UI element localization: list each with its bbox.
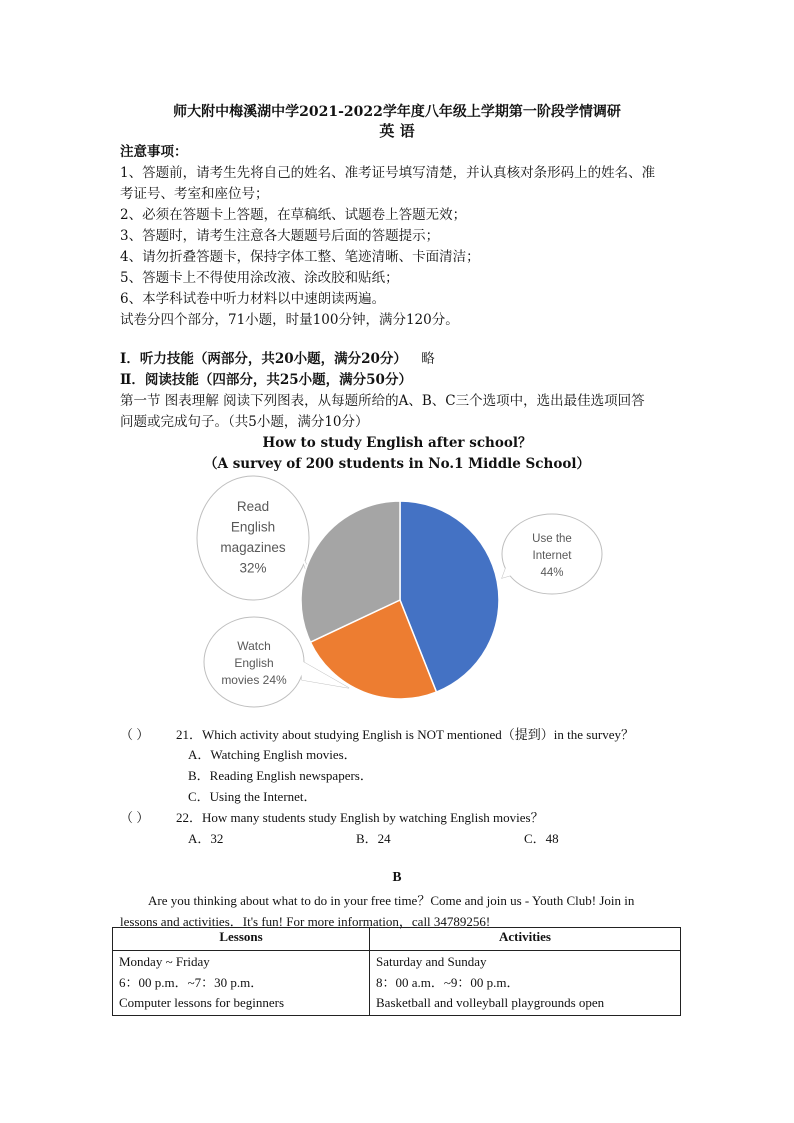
section-b-intro: lessons and activities．It's fun! For more information，call 34789256! bbox=[120, 914, 491, 929]
q21-option-c: C．Using the Internet． bbox=[188, 789, 317, 804]
table-row bbox=[113, 951, 681, 1016]
callout-label: Watch bbox=[237, 639, 271, 653]
note-line: 考证号、考室和座位号； bbox=[120, 186, 269, 202]
q22-option-b: B．24 bbox=[356, 831, 391, 846]
notes-summary: 试卷分四个部分，71小题，时量100分钟，满分120分。 bbox=[120, 312, 459, 328]
callout-label: English bbox=[234, 656, 274, 670]
activities-cell bbox=[370, 951, 681, 1016]
note-line: 2、必须在答题卡上答题，在草稿纸、试题卷上答题无效； bbox=[120, 207, 467, 223]
header-lessons: Lessons bbox=[113, 928, 370, 951]
pie-chart bbox=[0, 470, 794, 710]
chart-subtitle: （A survey of 200 students in No.1 Middle School） bbox=[204, 456, 590, 472]
note-line: 5、答题卡上不得使用涂改液、涂改胶和贴纸； bbox=[120, 270, 399, 286]
callout-label: movies 24% bbox=[221, 673, 287, 687]
table-header-row bbox=[113, 928, 681, 951]
activities-days: Saturday and Sunday bbox=[376, 954, 487, 969]
part2-instruction: 问题或完成句子。（共5小题，满分10分） bbox=[120, 414, 369, 430]
exam-title: 师大附中梅溪湖中学2021-2022学年度八年级上学期第一阶段学情调研 bbox=[173, 104, 621, 120]
q22-option-c: C．48 bbox=[524, 831, 559, 846]
activities-desc: Basketball and volleyball playgrounds open bbox=[376, 995, 605, 1010]
q21-answer-blank[interactable]: （ ） bbox=[120, 727, 150, 742]
note-line: 4、请勿折叠答题卡，保持字体工整、笔迹清晰、卡面清洁； bbox=[120, 249, 480, 265]
header-activities: Activities bbox=[370, 928, 681, 951]
callout-label: 44% bbox=[540, 567, 564, 579]
callout-label: Read bbox=[236, 499, 270, 514]
lessons-cell bbox=[113, 951, 370, 1016]
callout-label: magazines bbox=[220, 540, 286, 555]
callout-label: Internet bbox=[532, 550, 572, 562]
q22-option-a: A．32 bbox=[188, 831, 224, 846]
schedule-table bbox=[112, 927, 681, 1016]
callout-label: Use the bbox=[532, 533, 572, 545]
q21-option-b: B．Reading English newspapers． bbox=[188, 768, 373, 783]
chart-title: How to study English after school？ bbox=[262, 435, 532, 451]
section-b-intro: Are you thinking about what to do in your free time？Come and join us - Youth Club! Join in bbox=[148, 893, 635, 908]
callout-label: English bbox=[230, 519, 276, 535]
part1-title: I．听力技能（两部分，共20小题，满分20分） bbox=[120, 351, 407, 367]
q21-stem: 21．Which activity about studying English is NOT mentioned（提到）in the survey？ bbox=[176, 727, 634, 742]
note-line: 3、答题时，请考生注意各大题题号后面的答题提示； bbox=[120, 228, 440, 244]
callout-label: 32% bbox=[239, 560, 267, 576]
part1-heading bbox=[120, 347, 680, 367]
activities-time: 8：00 a.m．~9：00 p.m． bbox=[376, 974, 520, 990]
callout-bubble bbox=[197, 476, 309, 600]
section-b-label: B bbox=[392, 869, 402, 884]
note-line: 6、本学科试卷中听力材料以中速朗读两遍。 bbox=[120, 291, 386, 307]
lessons-time: 6：00 p.m．~7：30 p.m． bbox=[119, 974, 264, 990]
note-line: 1、答题前，请考生先将自己的姓名、准考证号填写清楚，并认真核对条形码上的姓名、准 bbox=[120, 165, 656, 181]
part2-heading: Ⅱ．阅读技能（四部分，共25小题，满分50分） bbox=[120, 372, 412, 388]
notes-heading: 注意事项： bbox=[120, 144, 188, 160]
q22-stem: 22．How many students study English by watching English movies？ bbox=[176, 810, 544, 825]
part1-omitted: 略 bbox=[421, 351, 435, 367]
part2-instruction: 第一节 图表理解 阅读下列图表，从每题所给的A、B、C三个选项中，选出最佳选项回答 bbox=[120, 393, 645, 409]
lessons-days: Monday ~ Friday bbox=[119, 954, 210, 969]
lessons-desc: Computer lessons for beginners bbox=[119, 995, 285, 1010]
subject-title: 英 语 bbox=[379, 122, 415, 140]
q22-answer-blank[interactable]: （ ） bbox=[120, 810, 150, 825]
q21-option-a: A．Watching English movies． bbox=[188, 747, 357, 762]
